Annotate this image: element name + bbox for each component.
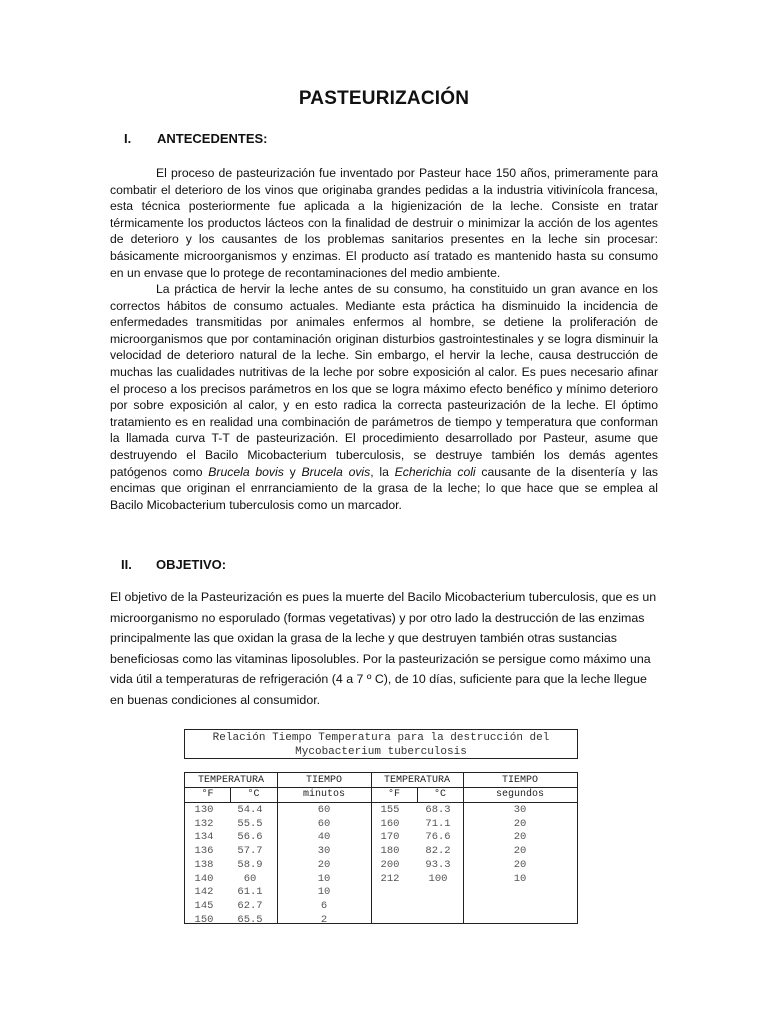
right-table-cell: 82.2 xyxy=(425,845,451,858)
header-temperature-right: TEMPERATURA xyxy=(383,775,450,786)
right-table-cell: 20 xyxy=(513,817,527,830)
right-table-cell: 20 xyxy=(513,831,527,844)
section-title: OBJETIVO: xyxy=(156,557,227,572)
paragraph-antecedentes-1: El proceso de pasteurización fue inventado por Pasteur hace 150 años, primeramente para combatir el deterioro de los vinos que originaba grandes pedidas a la industria vitivinícola francesa, esta técnica posteriormente fue aplicada a la higienización de la leche. Consiste en tratar térmicamente los productos lácteos con la finalidad de destruir o minimizar la acción de los agentes de deterioro y los causantes de los problemas sanitarios presentes en la leche sin procesar: básicamente microorganismos y enzimas. El producto así tratado es mantenido hasta su consumo en un envase que lo protege de recontaminaciones del medio ambiente. xyxy=(110,166,658,280)
left-table-cell: 138 xyxy=(194,858,214,871)
table-caption-line-1: Relación Tiempo Temperatura para la destrucción del xyxy=(212,732,550,744)
header-time-right: TIEMPO xyxy=(501,775,538,786)
right-table-cell: 93.3 xyxy=(425,858,451,871)
time-temperature-table xyxy=(184,772,578,924)
left-table-cell: 40 xyxy=(317,831,331,844)
left-table-cell: 60 xyxy=(317,817,331,830)
right-table-cell: 20 xyxy=(513,858,527,871)
right-table-cell: 212 xyxy=(380,872,400,885)
header-minutes: minutos xyxy=(302,789,345,800)
left-table-cell: 56.6 xyxy=(237,831,263,844)
section-heading-objetivo xyxy=(121,557,421,575)
left-table-cell: 6 xyxy=(320,899,328,912)
header-celsius-left: °C xyxy=(247,789,260,800)
left-table-cell: 136 xyxy=(194,845,214,858)
right-table-cell: 170 xyxy=(380,831,400,844)
right-table-cell: 20 xyxy=(513,845,527,858)
left-table-cell: 142 xyxy=(194,886,214,899)
header-celsius-right: °C xyxy=(433,789,446,800)
right-table-cell: 155 xyxy=(380,804,400,816)
right-table-cell: 71.1 xyxy=(425,817,451,830)
document-title: PASTEURIZACIÓN xyxy=(298,88,470,109)
left-table-cell: 30 xyxy=(317,845,331,858)
right-table-cell: 10 xyxy=(513,872,527,885)
right-table-cell: 68.3 xyxy=(425,804,451,816)
left-table-cell: 60 xyxy=(317,804,331,816)
left-table-cell: 140 xyxy=(194,872,214,885)
left-table-cell: 61.1 xyxy=(237,886,263,899)
section-title: ANTECEDENTES: xyxy=(157,131,268,146)
table-caption xyxy=(184,729,578,759)
paragraph-antecedentes-2: La práctica de hervir la leche antes de su consumo, ha constituido un gran avance en los correctos hábitos de consumo actuales. Mediante esta práctica ha disminuido la incidencia de enfermedades transmitidas por animales enfermos al hombre, se detiene la proliferación de microorganismos que por contaminación originan disturbios gastrointestinales y se logra disminuir la velocidad de deterioro natural de la leche. Sin embargo, el hervir la leche, causa destrucción de muchas las cualidades nutritivas de la leche por sobre exposición al calor. Es pues necesario afinar el proceso a los precisos parámetros en los que se logra máximo efecto benéfico y mínimo deterioro por sobre exposición al calor, y en esto radica la correcta pasteurización de la leche. El óptimo tratamiento es en realidad una combinación de parámetros de tiempo y temperatura que conforman la llamada curva T-T de pasteurización. El procedimiento desarrollado por Pasteur, asume que destruyendo el Bacilo Micobacterium tuberculosis, se destruye también los demás agentes patógenos como Brucela bovis y Brucela ovis, la Echerichia coli causante de la disentería y las encimas que originan el enrranciamiento de la grasa de la leche; lo que hace que se emplea al Bacilo Micobacterium tuberculosis como un marcador. xyxy=(110,282,658,512)
section-number: II. xyxy=(121,557,132,572)
left-table-cell: 54.4 xyxy=(237,804,263,816)
left-table-cell: 57.7 xyxy=(237,845,263,858)
header-fahrenheit-left: °F xyxy=(201,789,214,800)
section-number: I. xyxy=(124,131,132,146)
right-table-cell: 76.6 xyxy=(425,831,451,844)
right-table-cell: 200 xyxy=(380,858,400,871)
left-table-cell: 132 xyxy=(194,817,214,830)
right-table-cell: 160 xyxy=(380,817,400,830)
right-table-cell: 100 xyxy=(428,872,448,885)
left-table-cell: 55.5 xyxy=(237,817,263,830)
left-table-cell: 60 xyxy=(243,872,257,885)
header-seconds: segundos xyxy=(495,789,544,800)
header-time-left: TIEMPO xyxy=(305,775,342,786)
section-heading-antecedentes xyxy=(124,131,424,149)
header-fahrenheit-right: °F xyxy=(387,789,400,800)
left-table-cell: 62.7 xyxy=(237,899,263,912)
paragraph-objetivo: El objetivo de la Pasteurización es pues la muerte del Bacilo Micobacterium tuberculosis, que es un microorganismo no esporulado (formas vegetativas) y por otro lado la destrucción de las enzimas principalmente las que oxidan la grasa de la leche y que destruyen también otras sustancias beneficiosas como las vitaminas liposolubles. Por la pasteurización se persigue como máximo una vida útil a temperaturas de refrigeración (4 a 7 º C), de 10 días, suficiente para que la leche llegue en buenas condiciones al consumidor. xyxy=(110,590,657,707)
header-temperature-left: TEMPERATURA xyxy=(197,775,264,786)
left-table-cell: 65.5 xyxy=(237,913,263,926)
left-table-cell: 20 xyxy=(317,858,331,871)
left-table-cell: 130 xyxy=(194,804,214,816)
left-table-cell: 2 xyxy=(320,913,328,926)
table-caption-line-2: Mycobacterium tuberculosis xyxy=(295,746,467,758)
left-table-cell: 150 xyxy=(194,913,214,926)
left-table-cell: 134 xyxy=(194,831,214,844)
right-table-cell: 180 xyxy=(380,845,400,858)
left-table-cell: 145 xyxy=(194,899,214,912)
left-table-cell: 58.9 xyxy=(237,858,263,871)
right-table-cell: 30 xyxy=(513,804,527,816)
left-table-cell: 10 xyxy=(317,872,331,885)
left-table-cell: 10 xyxy=(317,886,331,899)
